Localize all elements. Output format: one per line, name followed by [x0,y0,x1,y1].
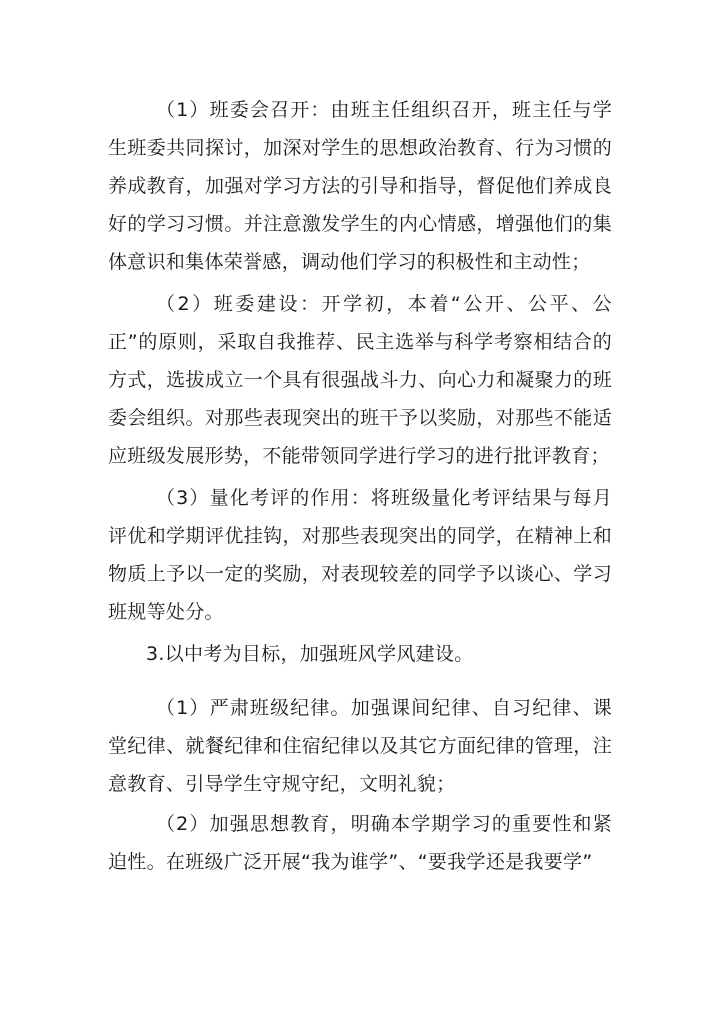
paragraph-ideological-education: （2）加强思想教育，明确本学期学习的重要性和紧迫性。在班级广泛开展“我为谁学”、“要我学还是我要学” [108,813,612,873]
paragraph-class-discipline: （1）严肃班级纪律。加强课间纪律、自习纪律、课堂纪律、就餐纪律和住宿纪律以及其它方面纪律的管理，注意教育、引导学生守规守纪，文明礼貌； [108,697,612,795]
paragraph-class-committee-meeting: （1）班委会召开：由班主任组织召开，班主任与学生班委共同探讨，加深对学生的思想政治教育、行为习惯的养成教育，加强对学习方法的引导和指导，督促他们养成良好的学习习惯。并注意激发学生的内心情感，增强他们的集体意识和集体荣誉感，调动他们学习的积极性和主动性； [108,99,612,273]
paragraph-class-committee-building: （2）班委建设：开学初，本着“公开、公平、公正”的原则，采取自我推荐、民主选举与科学考察相结合的方式，选拔成立一个具有很强战斗力、向心力和凝聚力的班委会组织。对那些表现突出的班干予以奖励，对那些不能适应班级发展形势，不能带领同学进行学习的进行批评教育； [108,293,612,467]
section-heading-class-style: 3.以中考为目标，加强班风学风建设。 [146,643,474,665]
paragraph-quantitative-evaluation: （3）量化考评的作用：将班级量化考评结果与每月评优和学期评优挂钩，对那些表现突出的同学，在精神上和物质上予以一定的奖励，对表现较差的同学予以谈心、学习班规等处分。 [108,487,612,623]
